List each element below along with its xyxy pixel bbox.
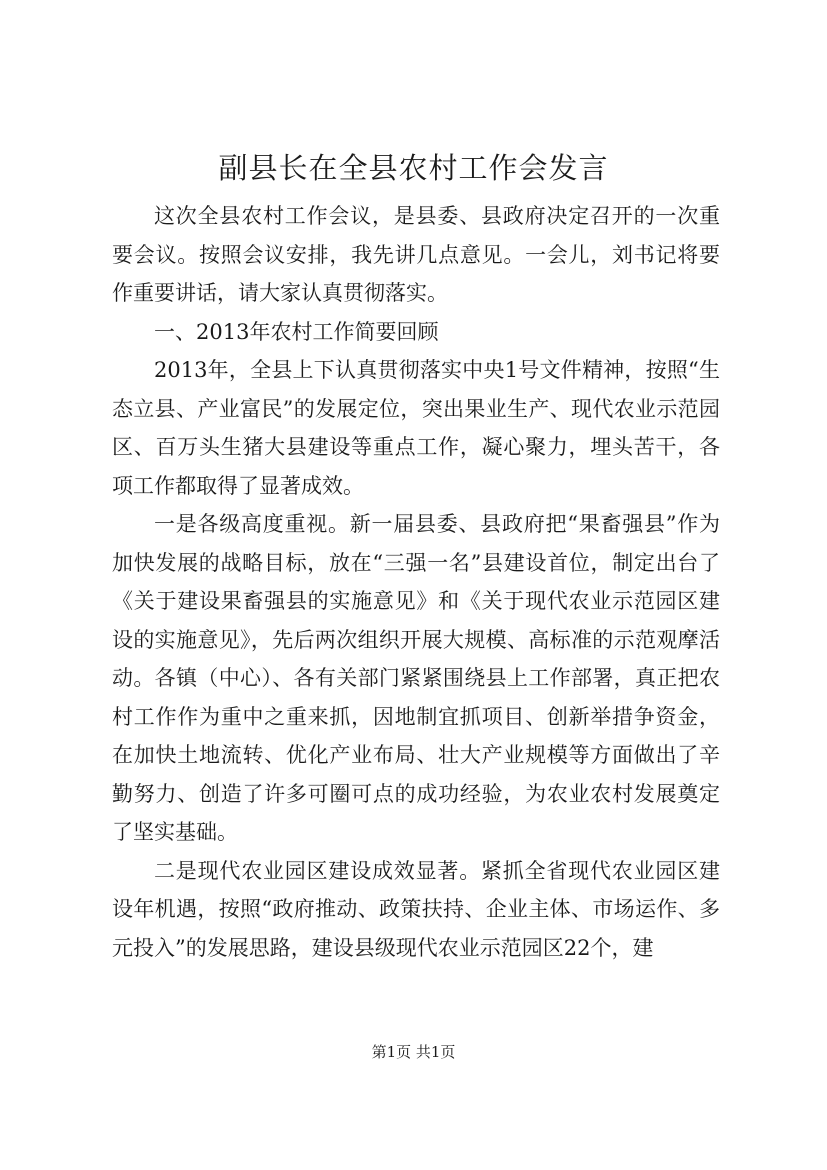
section-heading: 一、2013年农村工作简要回顾 xyxy=(154,319,439,344)
paragraph-intro: 这次全县农村工作会议，是县委、县政府决定召开的一次重要会议。按照会议安排，我先讲几点意见。一会儿，刘书记将要作重要讲话，请大家认真贯彻落实。 xyxy=(112,204,720,305)
document-title: 副县长在全县农村工作会发言 xyxy=(218,151,609,185)
document-body xyxy=(112,197,720,967)
paragraph-point-two: 二是现代农业园区建设成效显著。紧抓全省现代农业园区建设年机遇，按照“政府推动、政策扶持、企业主体、市场运作、多元投入”的发展思路，建设县级现代农业示范园区22个，建 xyxy=(112,858,720,960)
paragraph-point-one: 一是各级高度重视。新一届县委、县政府把“果畜强县”作为加快发展的战略目标，放在“三强一名”县建设首位，制定出台了《关于建设果畜强县的实施意见》和《关于现代农业示范园区建设的实施意见》，先后两次组织开展大规模、高标准的示范观摩活动。各镇（中心）、各有关部门紧紧围绕县上工作部署，真正把农村工作作为重中之重来抓，因地制宜抓项目、创新举措争资金，在加快土地流转、优化产业布局、壮大产业规模等方面做出了辛勤努力、创造了许多可圈可点的成功经验，为农业农村发展奠定了坚实基础。 xyxy=(112,512,720,844)
page-footer: 第1页 共1页 xyxy=(371,1043,456,1061)
paragraph-summary: 2013年，全县上下认真贯彻落实中央1号文件精神，按照“生态立县、产业富民”的发展定位，突出果业生产、现代农业示范园区、百万头生猪大县建设等重点工作，凝心聚力，埋头苦干，各项工作都取得了显著成效。 xyxy=(112,358,720,498)
